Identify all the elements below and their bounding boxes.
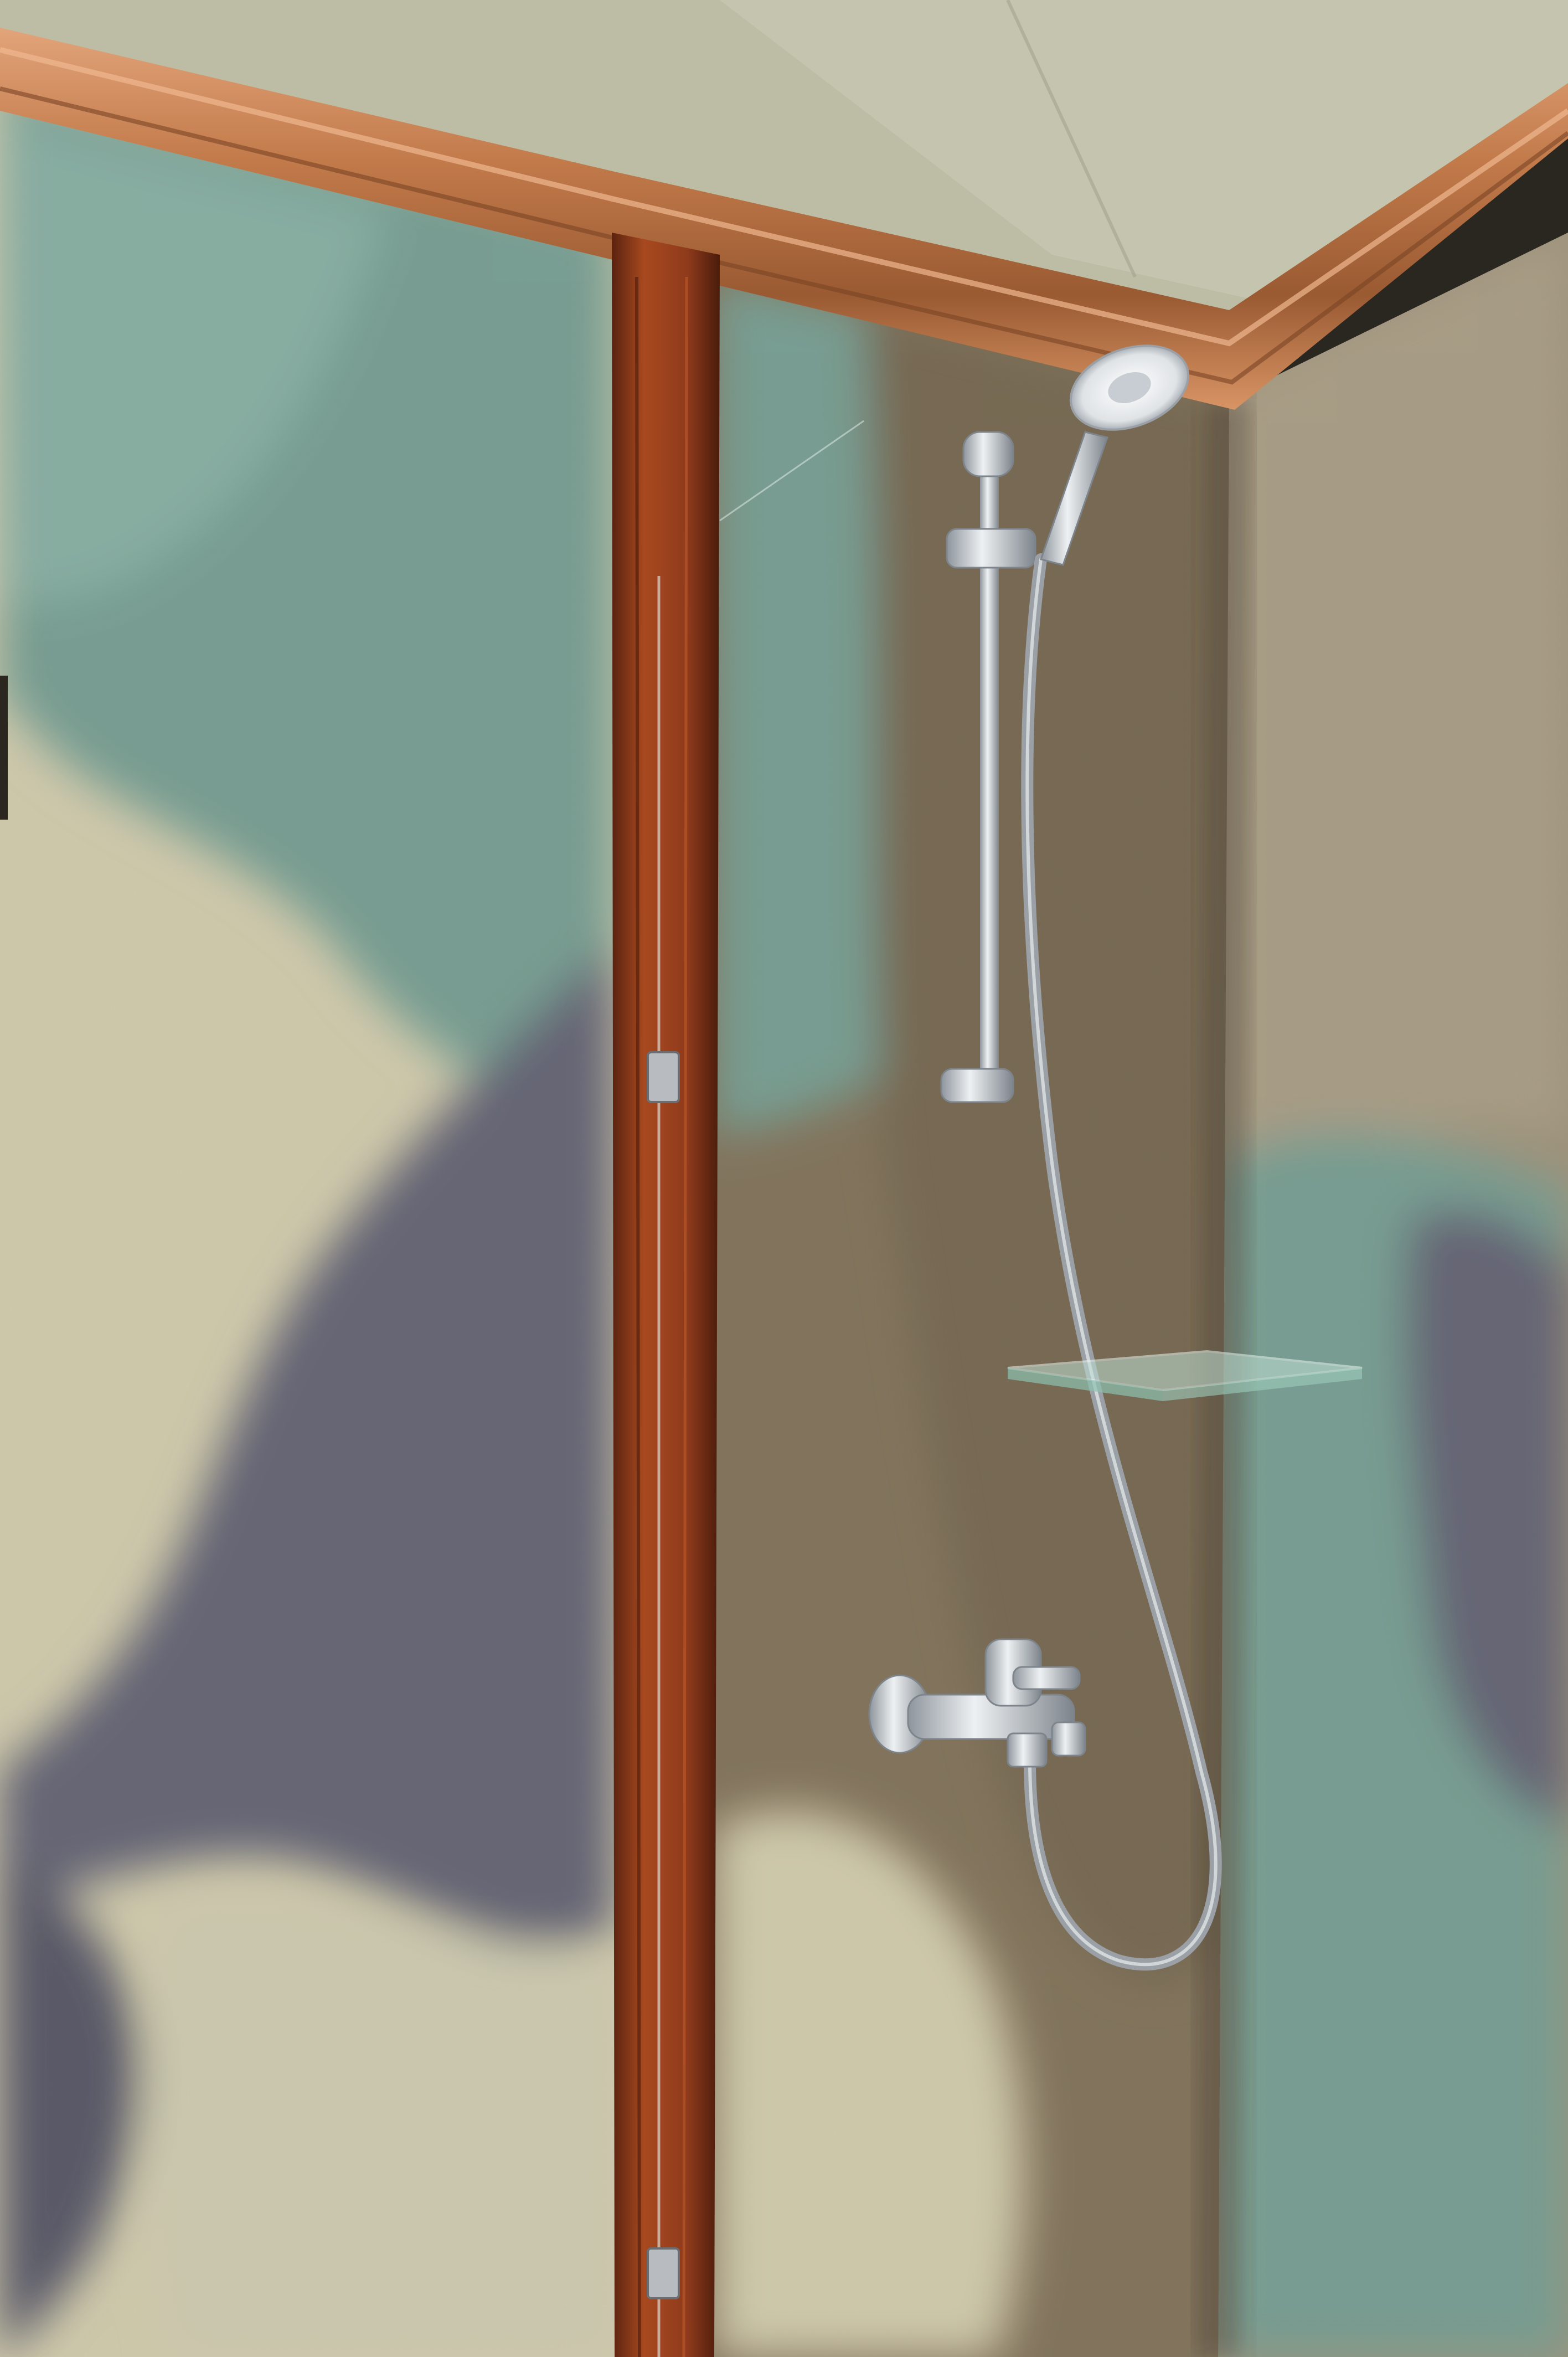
- glass-hinge-upper: [648, 1052, 679, 1102]
- glass-hinge-lower: [648, 2248, 679, 2298]
- left-wall: [0, 0, 615, 2357]
- rail-slider[interactable]: [947, 529, 1035, 568]
- mixer-outlet: [1008, 1733, 1046, 1767]
- rail-top-bracket: [963, 432, 1013, 476]
- wooden-post: [612, 233, 720, 2357]
- left-edge-fixture: [0, 676, 8, 820]
- rail-bottom-bracket: [941, 1069, 1013, 1102]
